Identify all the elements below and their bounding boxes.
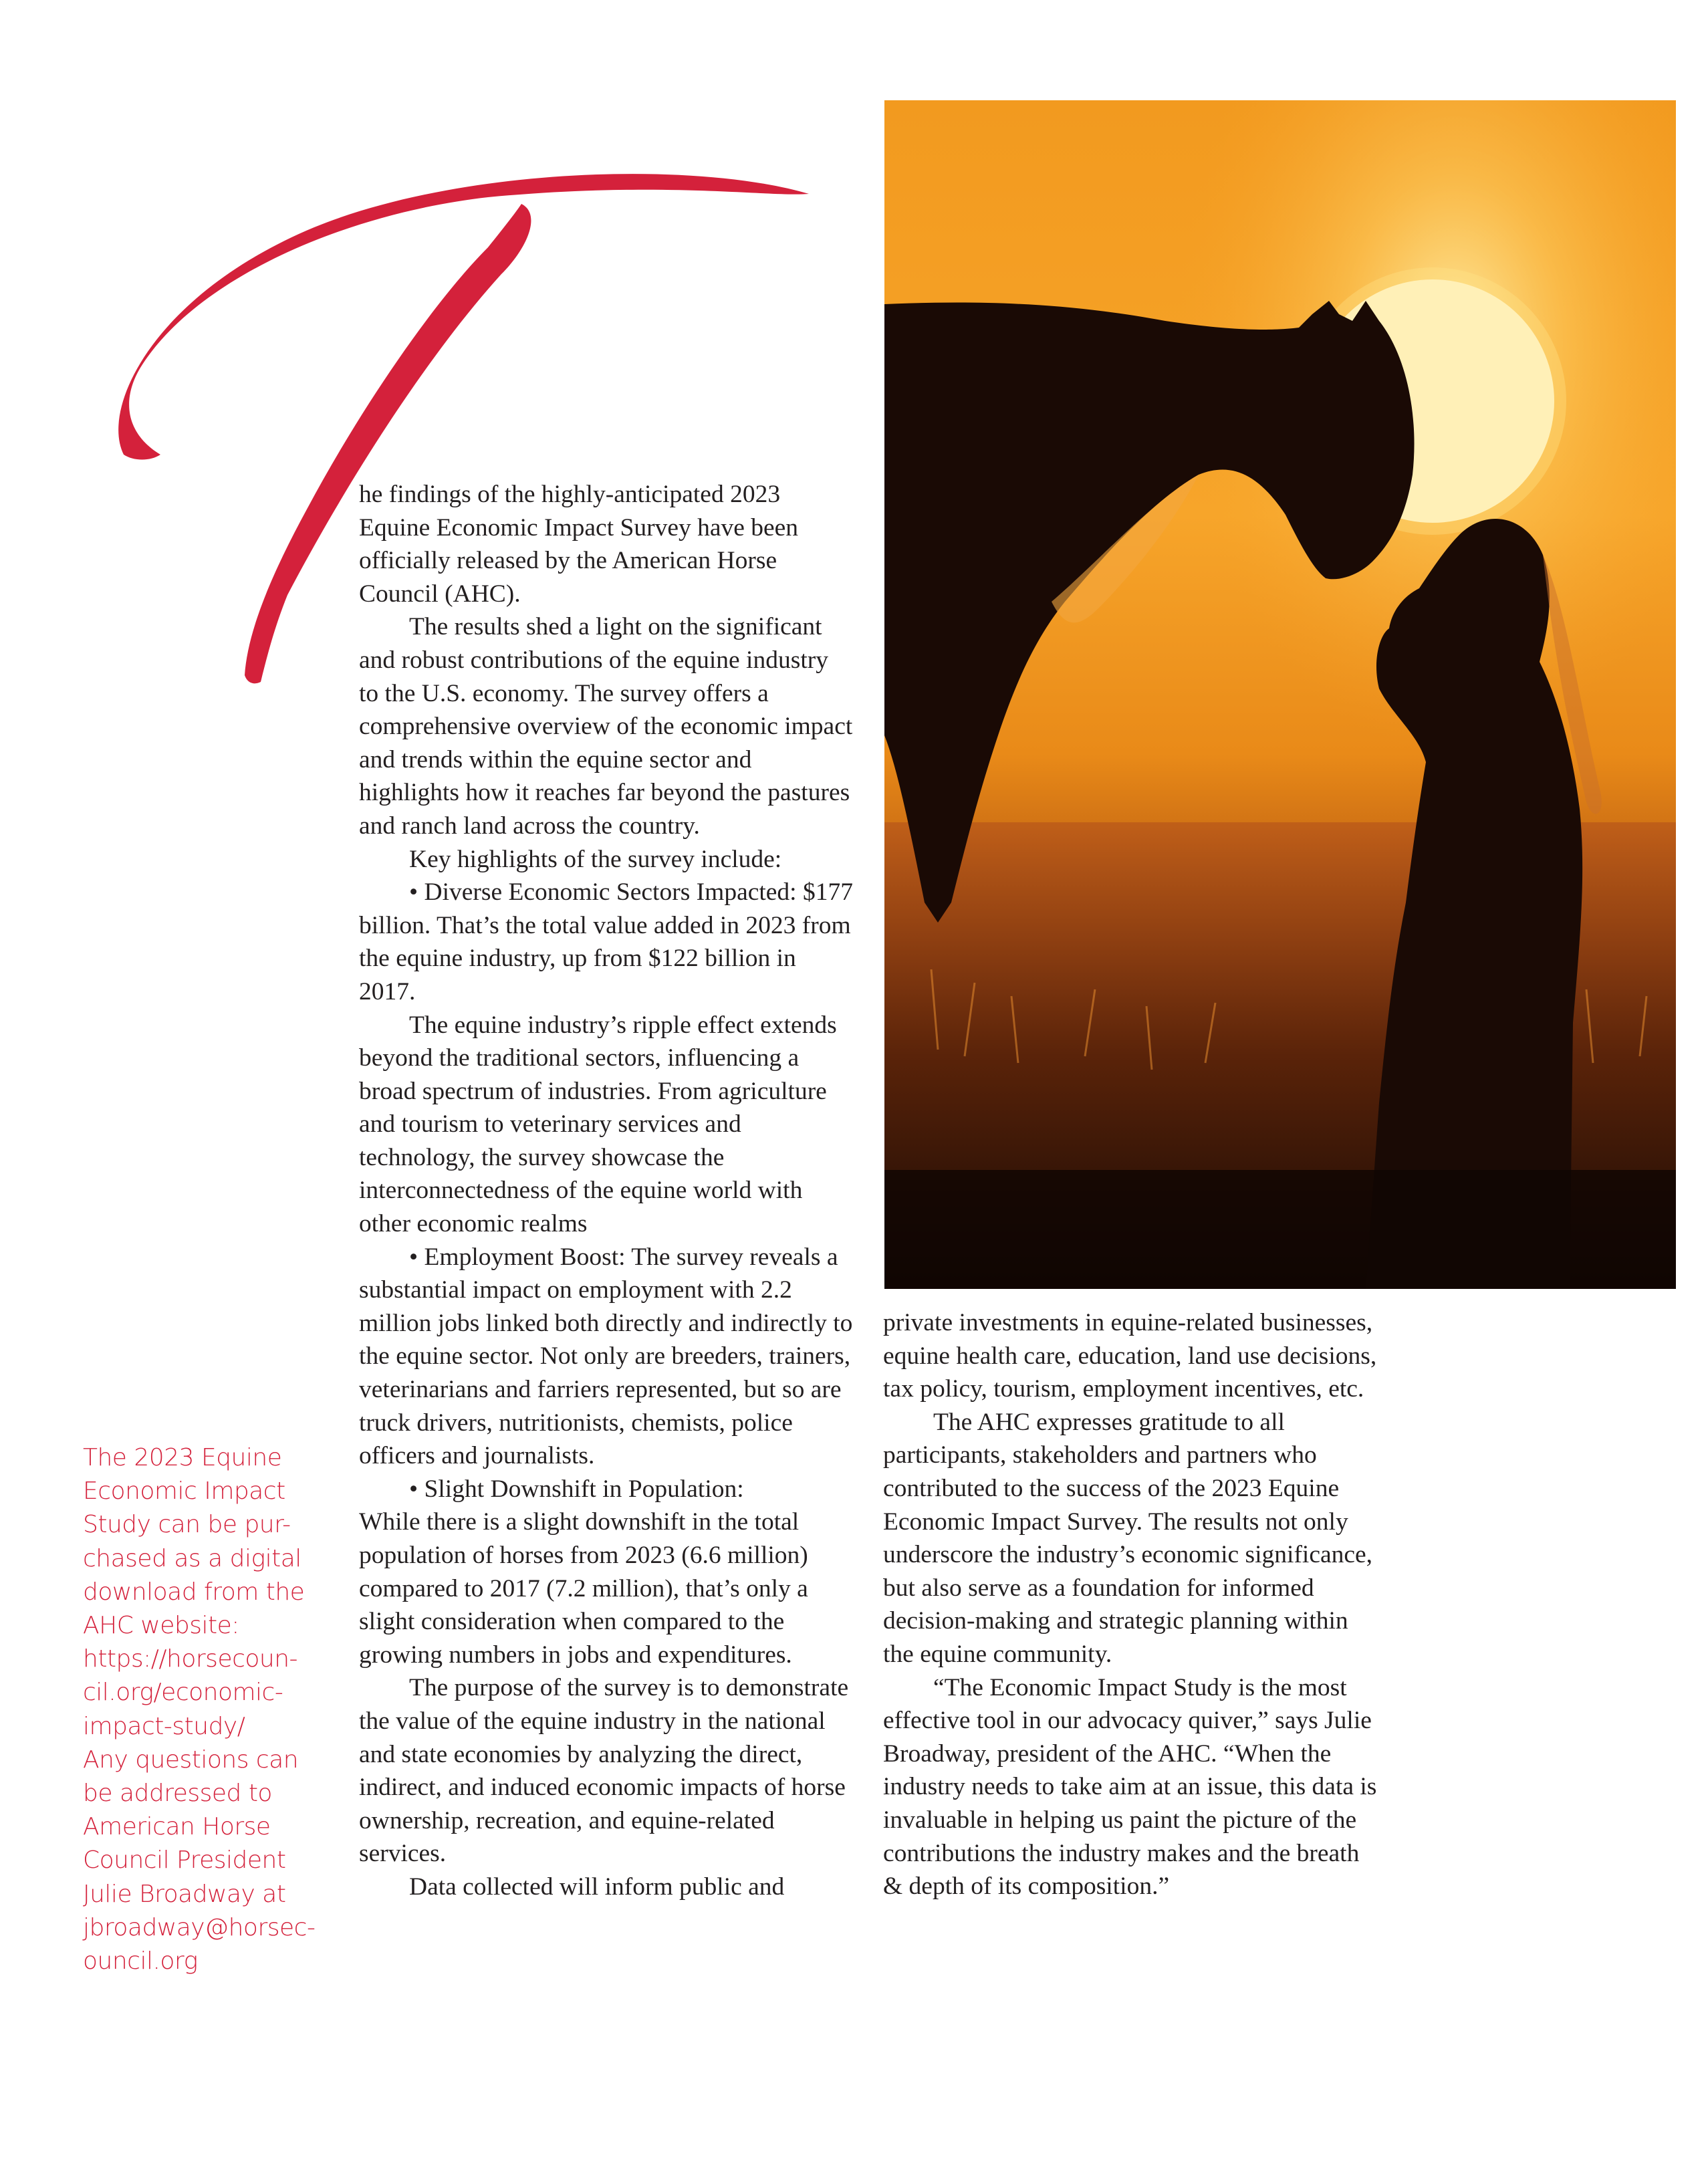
paragraph: While there is a slight downshift in the total population of horses from 2023 (6.6 million) compared to 2017 (7.2 million), that’s only a slight consideration when compared to the growing numbers in jobs and expenditures. xyxy=(359,1508,808,1669)
paragraph: The AHC expresses gratitude to all participants, stakeholders and partners who contributed to the success of the 2023 Equine Economic Impact Survey. The results not only underscore the industry’s economic significance, but also serve as a foundation for informed decision-making and strategic planning within the equine community. xyxy=(883,1408,1373,1668)
sidebar-link-line[interactable]: https://horsecoun- xyxy=(83,1645,298,1673)
sidebar-line: chased as a digital xyxy=(83,1544,301,1572)
paragraph: The results shed a light on the significant and robust contributions of the equine industry to the U.S. economy. The survey offers a comprehensive overview of the economic impact and trends within the equine sector and highlights how it reaches far beyond the pastures and ranch land across the country. xyxy=(359,613,853,840)
paragraph: Data collected will inform public and xyxy=(409,1873,785,1901)
bullet-paragraph: • Diverse Economic Sectors Impacted: $177 billion. That’s the total value added in 2023 from the equine industry, up from $122 billion in 2017. xyxy=(359,878,853,1005)
sidebar-email-line[interactable]: ouncil.org xyxy=(83,1947,198,1975)
sidebar-line: American Horse xyxy=(83,1813,271,1841)
sidebar-link-line[interactable]: impact-study/ xyxy=(83,1712,245,1740)
sidebar-line: Study can be pur- xyxy=(83,1511,291,1539)
paragraph: The equine industry’s ripple effect extends beyond the traditional sectors, influencing a broad spectrum of industries. From agriculture and tourism to veterinary services and technology, the survey showcase the interconnectedness of the equine world with other economic realms xyxy=(359,1011,837,1238)
sidebar-link-line[interactable]: cil.org/economic- xyxy=(83,1679,283,1707)
sidebar-line: be addressed to xyxy=(83,1780,272,1808)
article-column-1 xyxy=(359,478,854,1904)
bullet-paragraph: • Employment Boost: The survey reveals a substantial impact on employment with 2.2 million jobs linked both directly and indirectly to the equine sector. Not only are breeders, trainers, veterinarians and farriers represented, but so are truck drivers, nutritionists, chemists, police officers and journalists. xyxy=(359,1243,853,1470)
sidebar-note xyxy=(83,1441,330,1978)
bullet-heading: • Slight Downshift in Population: xyxy=(409,1475,744,1503)
sidebar-line: Economic Impact xyxy=(83,1477,285,1506)
article-column-2 xyxy=(883,1306,1378,1903)
paragraph: private investments in equine-related businesses, equine health care, education, land use decisions, tax policy, tourism, employment incentives, etc. xyxy=(883,1309,1377,1403)
sidebar-line: Council President xyxy=(83,1846,286,1875)
lead-paragraph: he findings of the highly-anticipated 2023 Equine Economic Impact Survey have been officially released by the American Horse Council (AHC). xyxy=(359,481,799,608)
paragraph: Key highlights of the survey include: xyxy=(409,845,782,873)
sidebar-line: AHC website: xyxy=(83,1612,239,1640)
sidebar-line: download from the xyxy=(83,1578,305,1606)
paragraph: The purpose of the survey is to demonstrate the value of the equine industry in the national and state economies by analyzing the direct, indirect, and induced economic impacts of horse ownership, recreation, and equine-related services. xyxy=(359,1674,849,1868)
sidebar-email-line[interactable]: jbroadway@horsec- xyxy=(83,1913,316,1941)
sidebar-line: The 2023 Equine xyxy=(83,1444,282,1471)
horse-woman-sunset-photo xyxy=(884,100,1676,1289)
quote-paragraph: “The Economic Impact Study is the most effective tool in our advocacy quiver,” says Julie Broadway, president of the AHC. “When the industry needs to take aim at an issue, this data is invaluable in helping us paint the picture of the contributions the industry makes and the breath & depth of its composition.” xyxy=(883,1673,1377,1901)
sidebar-line: Any questions can xyxy=(83,1746,299,1774)
sidebar-line: Julie Broadway at xyxy=(83,1880,286,1908)
